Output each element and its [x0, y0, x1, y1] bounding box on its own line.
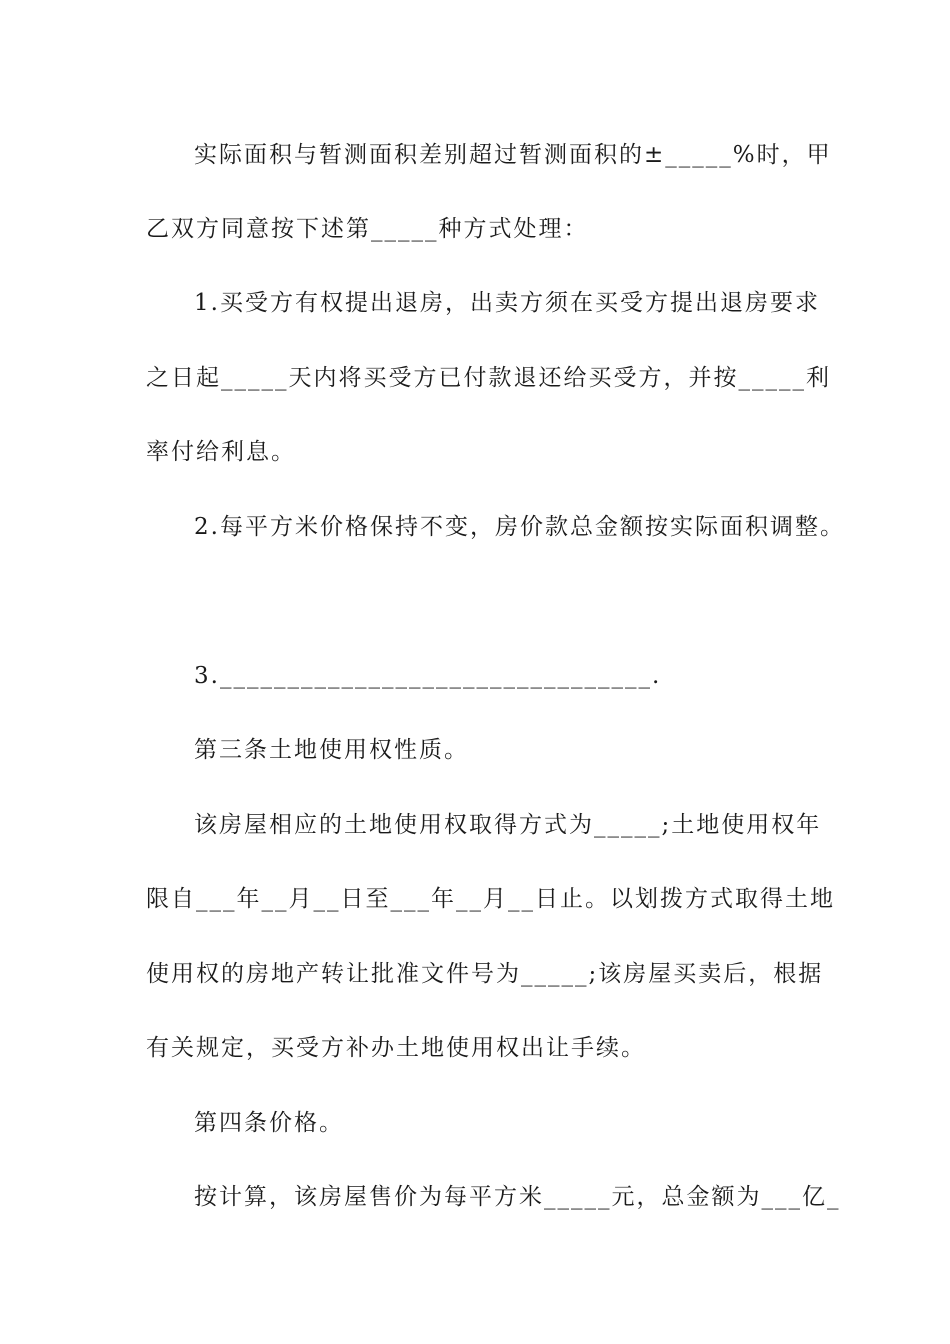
paragraph-line: 乙双方同意按下述第_____种方式处理：	[146, 216, 589, 242]
paragraph-line: 限自___年__月__日至___年__月__日止。以划拨方式取得土地	[146, 886, 835, 912]
paragraph-line: 实际面积与暂测面积差别超过暂测面积的±_____%时，甲	[194, 142, 832, 168]
list-item-1: 1.买受方有权提出退房，出卖方须在买受方提出退房要求	[194, 290, 820, 316]
paragraph-line: 率付给利息。	[146, 439, 296, 465]
paragraph-line: 有关规定，买受方补办土地使用权出让手续。	[146, 1035, 646, 1061]
section-heading: 第四条价格。	[194, 1110, 344, 1136]
paragraph-line: 之日起_____天内将买受方已付款退还给买受方，并按_____利	[146, 365, 831, 391]
section-heading: 第三条土地使用权性质。	[194, 737, 469, 763]
paragraph-line: 按计算，该房屋售价为每平方米_____元，总金额为___亿_	[194, 1184, 841, 1210]
paragraph-line: 该房屋相应的土地使用权取得方式为_____;土地使用权年	[194, 812, 822, 838]
list-item-3: 3.________________________________.	[194, 663, 662, 689]
list-item-2: 2.每平方米价格保持不变，房价款总金额按实际面积调整。	[194, 514, 845, 540]
paragraph-line: 使用权的房地产转让批准文件号为_____;该房屋买卖后，根据	[146, 961, 824, 987]
